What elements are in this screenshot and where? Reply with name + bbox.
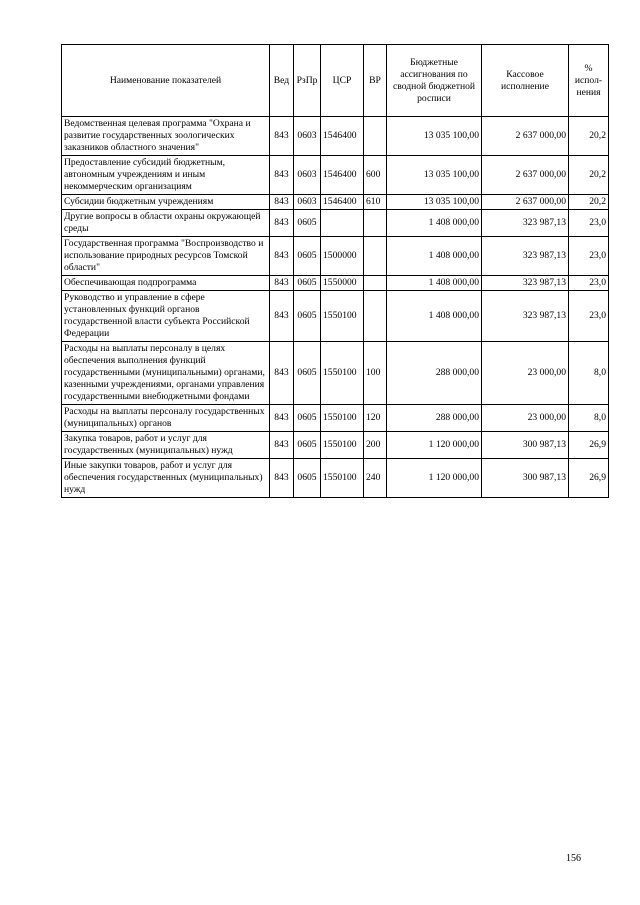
cell-vr: 120 (364, 405, 387, 432)
cell-budget: 1 408 000,00 (387, 210, 482, 237)
cell-csr: 1550100 (321, 291, 364, 342)
cell-budget: 1 120 000,00 (387, 459, 482, 498)
table-row (62, 210, 609, 237)
cell-csr (321, 210, 364, 237)
cell-cash: 323 987,13 (482, 276, 569, 291)
cell-ved: 843 (270, 276, 294, 291)
cell-budget: 13 035 100,00 (387, 156, 482, 195)
cell-percent: 20,2 (569, 156, 609, 195)
cell-vr (364, 237, 387, 276)
cell-vr: 200 (364, 432, 387, 459)
cell-name: Другие вопросы в области охраны окружающей среды (62, 210, 270, 237)
header-ved: Вед (270, 45, 294, 117)
cell-csr: 1500000 (321, 237, 364, 276)
cell-percent: 26,9 (569, 432, 609, 459)
cell-name: Ведомственная целевая программа "Охрана и развитие государственных зоологических заказников областного значения" (62, 117, 270, 156)
header-csr: ЦСР (321, 45, 364, 117)
cell-budget: 13 035 100,00 (387, 195, 482, 210)
header-name: Наименование показателей (62, 45, 270, 117)
cell-name: Субсидии бюджетным учреждениям (62, 195, 270, 210)
table-row (62, 156, 609, 195)
header-rzpr: РзПр (294, 45, 321, 117)
budget-table (61, 44, 609, 498)
table-row (62, 459, 609, 498)
cell-ved: 843 (270, 237, 294, 276)
cell-ved: 843 (270, 195, 294, 210)
cell-percent: 20,2 (569, 195, 609, 210)
table-row (62, 117, 609, 156)
cell-rzpr: 0603 (294, 195, 321, 210)
cell-budget: 1 408 000,00 (387, 237, 482, 276)
cell-ved: 843 (270, 405, 294, 432)
cell-name: Государственная программа "Воспроизводство и использование природных ресурсов Томской области" (62, 237, 270, 276)
cell-percent: 20,2 (569, 117, 609, 156)
cell-budget: 13 035 100,00 (387, 117, 482, 156)
cell-csr: 1546400 (321, 195, 364, 210)
header-budget: Бюджетные ассигнования по сводной бюджетной росписи (387, 45, 482, 117)
cell-csr: 1550000 (321, 276, 364, 291)
table-row (62, 432, 609, 459)
header-vr: ВР (364, 45, 387, 117)
cell-cash: 23 000,00 (482, 342, 569, 405)
cell-ved: 843 (270, 210, 294, 237)
cell-name: Предоставление субсидий бюджетным, автономным учреждениям и иным некоммерческим организациям (62, 156, 270, 195)
cell-budget: 1 120 000,00 (387, 432, 482, 459)
cell-percent: 23,0 (569, 237, 609, 276)
page-number: 156 (566, 853, 581, 864)
cell-cash: 323 987,13 (482, 237, 569, 276)
cell-ved: 843 (270, 291, 294, 342)
cell-ved: 843 (270, 156, 294, 195)
cell-rzpr: 0605 (294, 276, 321, 291)
cell-cash: 300 987,13 (482, 432, 569, 459)
cell-percent: 8,0 (569, 342, 609, 405)
cell-csr: 1550100 (321, 459, 364, 498)
cell-percent: 23,0 (569, 210, 609, 237)
cell-vr (364, 210, 387, 237)
cell-percent: 8,0 (569, 405, 609, 432)
cell-percent: 26,9 (569, 459, 609, 498)
cell-rzpr: 0605 (294, 210, 321, 237)
cell-rzpr: 0605 (294, 342, 321, 405)
cell-cash: 2 637 000,00 (482, 117, 569, 156)
cell-csr: 1550100 (321, 342, 364, 405)
cell-name: Расходы на выплаты персоналу в целях обеспечения выполнения функций государственными (муниципальными) органами, казенными учреждениями, органами управления государственными внебюджетными фондами (62, 342, 270, 405)
cell-vr (364, 276, 387, 291)
cell-cash: 2 637 000,00 (482, 195, 569, 210)
table-row (62, 405, 609, 432)
cell-rzpr: 0605 (294, 459, 321, 498)
cell-rzpr: 0603 (294, 117, 321, 156)
cell-cash: 323 987,13 (482, 210, 569, 237)
cell-name: Закупка товаров, работ и услуг для государственных (муниципальных) нужд (62, 432, 270, 459)
cell-rzpr: 0605 (294, 237, 321, 276)
cell-vr: 240 (364, 459, 387, 498)
cell-cash: 323 987,13 (482, 291, 569, 342)
cell-budget: 1 408 000,00 (387, 291, 482, 342)
cell-name: Расходы на выплаты персоналу государственных (муниципальных) органов (62, 405, 270, 432)
table-row (62, 237, 609, 276)
table-header-row (62, 45, 609, 117)
cell-name: Иные закупки товаров, работ и услуг для обеспечения государственных (муниципальных) нужд (62, 459, 270, 498)
table-row (62, 291, 609, 342)
cell-cash: 300 987,13 (482, 459, 569, 498)
cell-csr: 1550100 (321, 432, 364, 459)
table-row (62, 276, 609, 291)
cell-vr: 610 (364, 195, 387, 210)
cell-rzpr: 0605 (294, 291, 321, 342)
cell-vr (364, 117, 387, 156)
cell-budget: 288 000,00 (387, 342, 482, 405)
cell-budget: 1 408 000,00 (387, 276, 482, 291)
cell-cash: 2 637 000,00 (482, 156, 569, 195)
cell-ved: 843 (270, 117, 294, 156)
header-percent: % испол-нения (569, 45, 609, 117)
cell-name: Обеспечивающая подпрограмма (62, 276, 270, 291)
cell-percent: 23,0 (569, 276, 609, 291)
cell-rzpr: 0605 (294, 432, 321, 459)
table-row (62, 195, 609, 210)
cell-name: Руководство и управление в сфере установленных функций органов государственной власти субъекта Российской Федерации (62, 291, 270, 342)
cell-percent: 23,0 (569, 291, 609, 342)
cell-rzpr: 0605 (294, 405, 321, 432)
cell-rzpr: 0603 (294, 156, 321, 195)
cell-vr: 100 (364, 342, 387, 405)
table-row (62, 342, 609, 405)
header-cash: Кассовое исполнение (482, 45, 569, 117)
cell-vr: 600 (364, 156, 387, 195)
cell-ved: 843 (270, 432, 294, 459)
cell-csr: 1546400 (321, 156, 364, 195)
cell-csr: 1546400 (321, 117, 364, 156)
cell-budget: 288 000,00 (387, 405, 482, 432)
cell-ved: 843 (270, 459, 294, 498)
cell-ved: 843 (270, 342, 294, 405)
cell-cash: 23 000,00 (482, 405, 569, 432)
cell-csr: 1550100 (321, 405, 364, 432)
cell-vr (364, 291, 387, 342)
